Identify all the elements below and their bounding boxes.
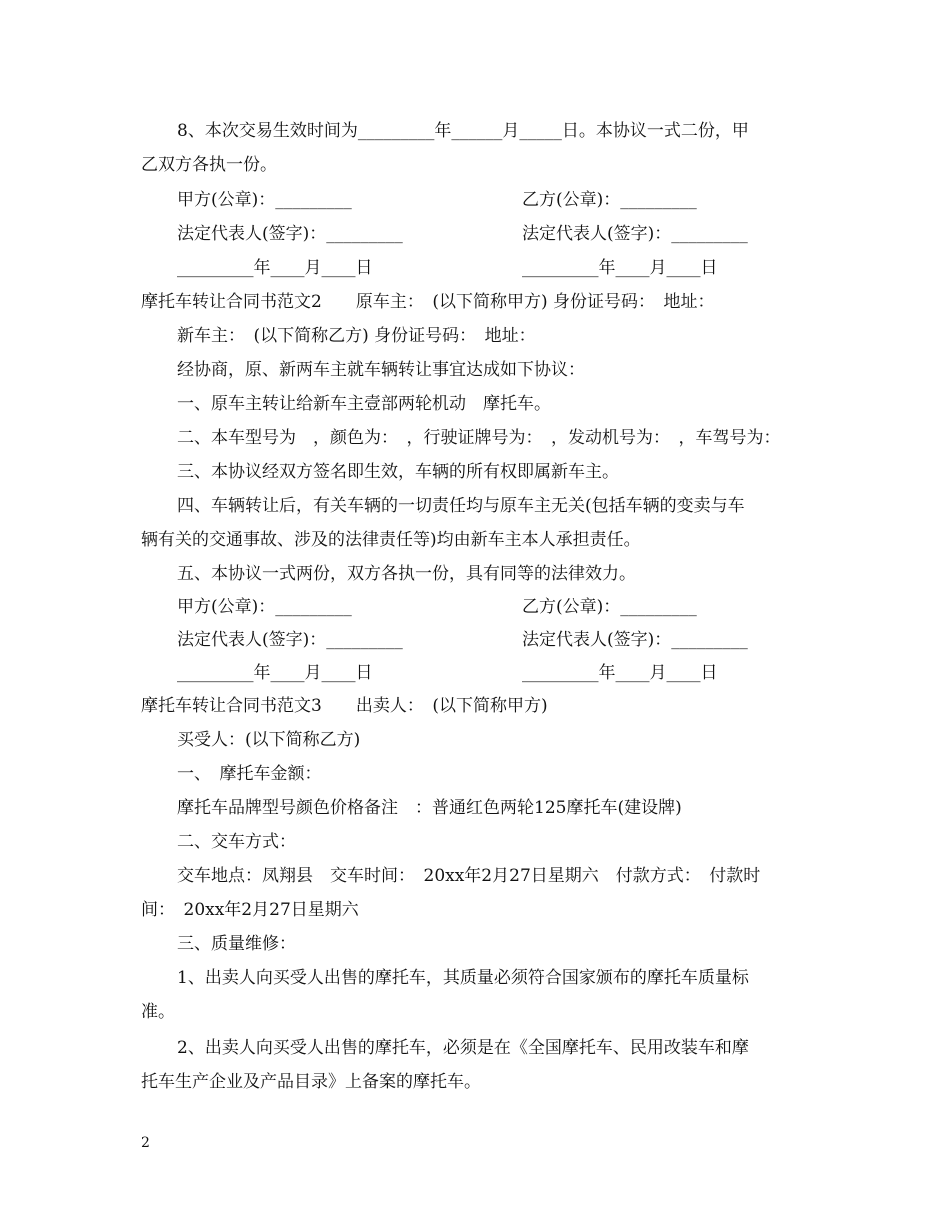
clause-8-line-2: 乙双方各执一份。 (141, 155, 277, 175)
delivery-line-2: 间： 20xx年2月27日星期六 (141, 900, 359, 920)
party-a-rep-1: 法定代表人(签字)：_________ (177, 224, 403, 244)
party-b-rep-1: 法定代表人(签字)：_________ (522, 224, 748, 244)
party-b-date-2: _________年____月____日 (522, 663, 718, 683)
party-a-seal-2: 甲方(公章)：_________ (177, 597, 352, 617)
party-b-date-1: _________年____月____日 (522, 258, 718, 278)
motorcycle-details: 摩托车品牌型号颜色价格备注 ：普通红色两轮125摩托车(建设牌) (177, 798, 682, 818)
section-2-heading: 摩托车转让合同书范文2 原车主： (以下简称甲方) 身份证号码： 地址： (141, 292, 715, 312)
party-a-seal-1: 甲方(公章)：_________ (177, 190, 352, 210)
party-a-date-1: _________年____月____日 (177, 258, 373, 278)
quality-1-line-2: 准。 (141, 1002, 175, 1022)
amount-heading: 一、 摩托车金额： (177, 764, 322, 784)
delivery-heading: 二、交车方式： (177, 832, 296, 852)
article-5: 五、本协议一式两份，双方各执一份，具有同等的法律效力。 (177, 564, 636, 584)
quality-1-line-1: 1、出卖人向买受人出售的摩托车，其质量必须符合国家颁布的摩托车质量标 (177, 968, 749, 988)
article-3: 三、本协议经双方签名即生效，车辆的所有权即属新车主。 (177, 462, 619, 482)
article-4-line-1: 四、车辆转让后，有关车辆的一切责任均与原车主无关(包括车辆的变卖与车 (177, 496, 745, 516)
party-a-date-2: _________年____月____日 (177, 663, 373, 683)
quality-2-line-2: 托车生产企业及产品目录》上备案的摩托车。 (141, 1072, 481, 1092)
party-b-rep-2: 法定代表人(签字)：_________ (522, 630, 748, 650)
page-number: 2 (141, 1135, 150, 1151)
section-3-heading: 摩托车转让合同书范文3 出卖人： (以下简称甲方) (141, 696, 548, 716)
party-b-seal-2: 乙方(公章)：_________ (522, 597, 697, 617)
agreement-intro: 经协商，原、新两车主就车辆转让事宜达成如下协议： (177, 360, 585, 380)
article-2: 二、本车型号为 ，颜色为： ，行驶证牌号为： ，发动机号为： ，车驾号为： (177, 428, 781, 448)
quality-heading: 三、质量维修： (177, 934, 296, 954)
new-owner-line: 新车主： (以下简称乙方) 身份证号码： 地址： (177, 326, 536, 346)
article-4-line-2: 辆有关的交通事故、涉及的法律责任等)均由新车主本人承担责任。 (141, 530, 641, 550)
quality-2-line-1: 2、出卖人向买受人出售的摩托车，必须是在《全国摩托车、民用改装车和摩 (177, 1038, 749, 1058)
clause-8-line-1: 8、本次交易生效时间为_________年______月_____日。本协议一式二份，甲 (177, 121, 749, 141)
buyer-line: 买受人：(以下简称乙方) (177, 730, 361, 750)
party-a-rep-2: 法定代表人(签字)：_________ (177, 630, 403, 650)
article-1: 一、原车主转让给新车主壹部两轮机动 摩托车。 (177, 394, 551, 414)
delivery-line-1: 交车地点：凤翔县 交车时间： 20xx年2月27日星期六 付款方式： 付款时 (177, 866, 761, 886)
party-b-seal-1: 乙方(公章)：_________ (522, 190, 697, 210)
